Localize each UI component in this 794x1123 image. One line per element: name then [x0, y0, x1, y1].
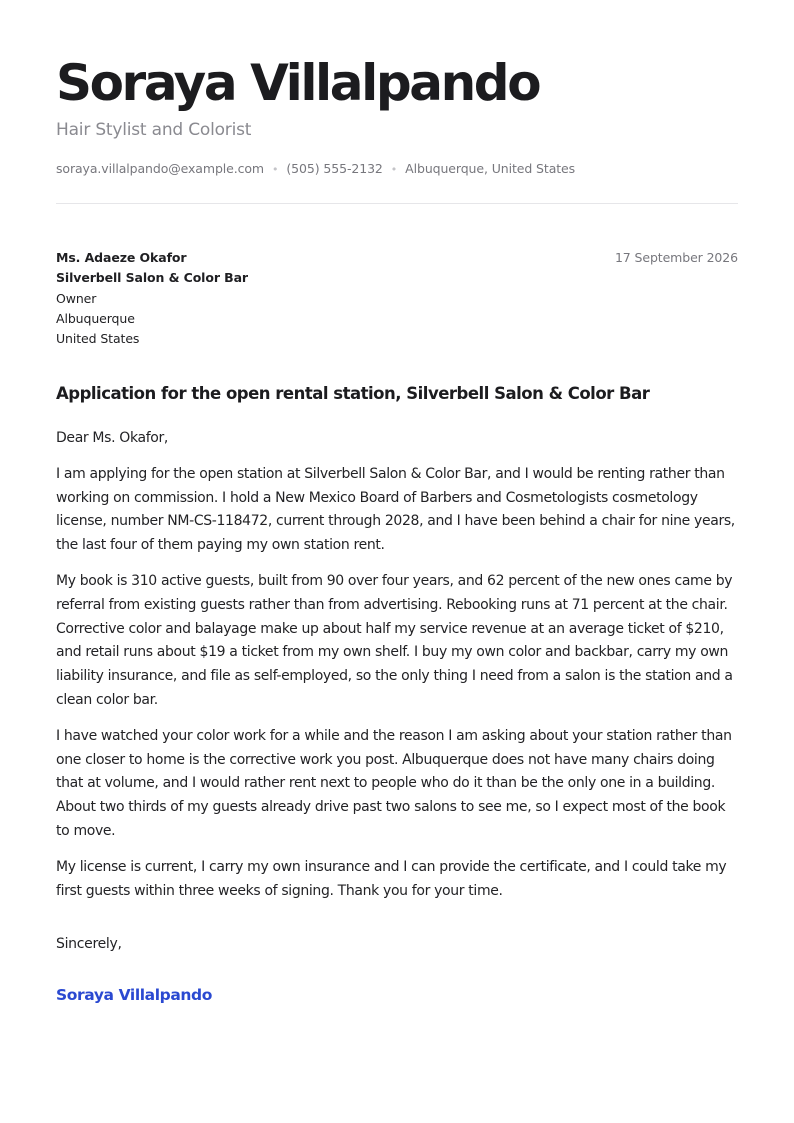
- salutation: Dear Ms. Okafor,: [56, 430, 169, 446]
- recipient-name: Ms. Adaeze Okafor: [56, 250, 187, 265]
- signature: Soraya Villalpando: [56, 986, 212, 1004]
- letter-date: 17 September 2026: [614, 250, 738, 265]
- recipient-country: United States: [56, 331, 140, 347]
- applicant-name: Soraya Villalpando: [56, 54, 540, 112]
- contact-phone[interactable]: (505) 555-2132: [286, 161, 383, 176]
- separator-dot: •: [272, 163, 279, 176]
- contact-line: [56, 160, 575, 179]
- closing: Sincerely,: [56, 936, 122, 952]
- separator-dot: •: [390, 163, 398, 176]
- recipient-company: Silverbell Salon & Color Bar: [56, 270, 249, 286]
- recipient-title: Owner: [56, 290, 97, 306]
- applicant-role: Hair Stylist and Colorist: [56, 120, 252, 140]
- body-paragraph-4: My license is current, I carry my own insurance and I can provide the certificate, and I could take my first guests within three weeks of signing. Thank you for your time.: [56, 858, 727, 899]
- letter-body: [56, 427, 738, 915]
- recipient-city: Albuquerque: [56, 310, 135, 326]
- contact-location: Albuquerque, United States: [405, 161, 576, 176]
- contact-email[interactable]: soraya.villalpando@example.com: [56, 161, 265, 176]
- header-divider: [56, 203, 738, 204]
- letter-subject: Application for the open rental station, Silverbell Salon & Color Bar: [56, 384, 650, 403]
- body-paragraph-2: My book is 310 active guests, built from 90 over four years, and 62 percent of the new ones came by referral from existing guests rather than from advertising. Rebooking runs at 71 percent at the chair. Corrective color and balayage make up about half my service revenue at an average ticket of $210, and retail runs about $19 a ticket from my own shelf. I buy my own color and backbar, carry my own liability insurance, and file as self-employed, so the only thing I need from a salon is the station and a clean color bar.: [56, 572, 733, 708]
- recipient-block: [56, 248, 248, 349]
- body-paragraph-1: I am applying for the open station at Silverbell Salon & Color Bar, and I would be renting rather than working on commission. I hold a New Mexico Board of Barbers and Cosmetologists cosmetology license, number NM-CS-118472, current through 2028, and I have been behind a chair for nine years, the last four of them paying my own station rent.: [56, 465, 735, 554]
- body-paragraph-3: I have watched your color work for a while and the reason I am asking about your station rather than one closer to home is the corrective work you post. Albuquerque does not have many chairs doing that at volume, and I would rather rent next to people who do it than be the only one in a building. About two thirds of my guests already drive past two salons to see me, so I expect most of the book to move.: [56, 727, 732, 839]
